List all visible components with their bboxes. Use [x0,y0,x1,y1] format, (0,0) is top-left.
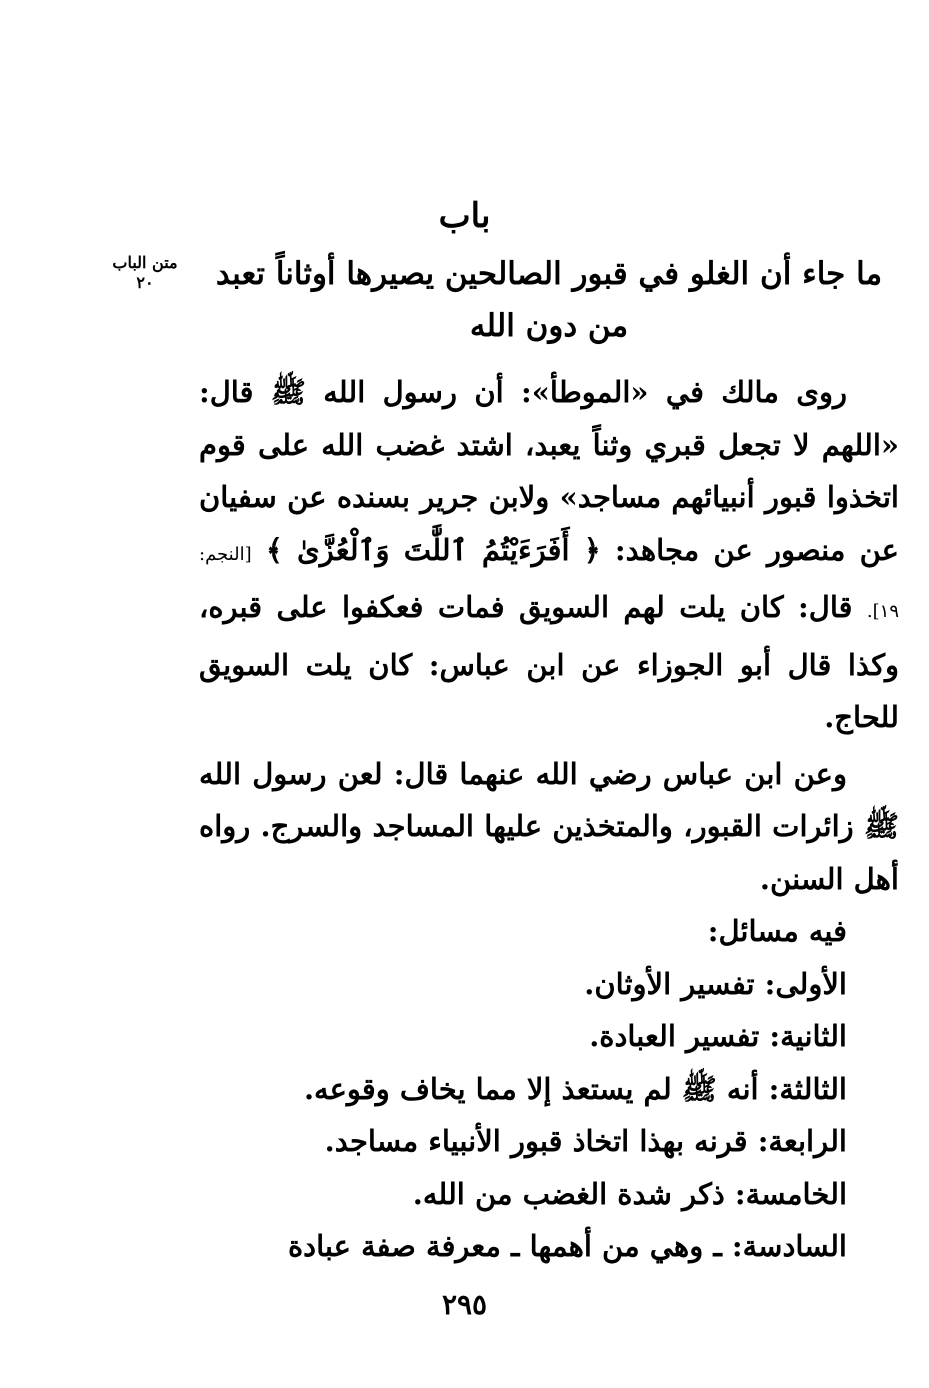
paragraph-1-part-1: روى مالك في «الموطأ»: أن رسول الله ﷺ قال: «اللهم لا تجعل قبري وثناً يعبد، اشتد غضب الله على قوم اتخذوا قبور أنبيائهم مساجد» ولابن جرير بسنده عن سفيان عن منصور عن مجاهد: [199,375,899,567]
issue-item: الثانية: تفسير العبادة. [589,1019,847,1053]
margin-number: ٢٠ [136,273,154,292]
issue-item: الثالثة: أنه ﷺ لم يستعذ إلا مما يخاف وقوعه. [303,1071,847,1106]
issues-list [199,958,899,1273]
issue-item: الأولى: تفسير الأوثان. [584,966,847,1001]
issues-label: فيه مسائل: [707,914,847,948]
issue-item: الرابعة: قرنه بهذا اتخاذ قبور الأنبياء مساجد. [324,1124,847,1158]
margin-label: متن الباب [112,253,178,272]
margin-note [100,253,190,293]
quran-verse: ﴿ أَفَرَءَيْتُمُ ٱللَّٰتَ وَٱلْعُزَّىٰ ﴾ [265,532,601,567]
chapter-title: ما جاء أن الغلو في قبور الصالحين يصيرها أوثاناً تعبد من دون الله [215,256,883,344]
body-text [199,366,899,1273]
page-number: ٢٩٥ [441,1288,488,1321]
paragraph-1 [199,366,899,744]
paragraph-2: وعن ابن عباس رضي الله عنهما قال: لعن رسول الله ﷺ زائرات القبور، والمتخذين عليها المساجد والسرج. رواه أهل السنن. [199,756,899,896]
issue-item: الخامسة: ذكر شدة الغضب من الله. [412,1176,847,1211]
issue-item: السادسة: ـ وهي من أهمها ـ معرفة صفة عبادة [287,1229,847,1263]
verse-reference: [النجم: ١٩]. [199,543,900,622]
chapter-heading: باب [438,196,491,236]
paragraph-1-part-2: قال: كان يلت لهم السويق فمات فعكفوا على قبره، وكذا قال أبو الجوزاء عن ابن عباس: كان يلت السويق للحاج. [199,590,899,734]
